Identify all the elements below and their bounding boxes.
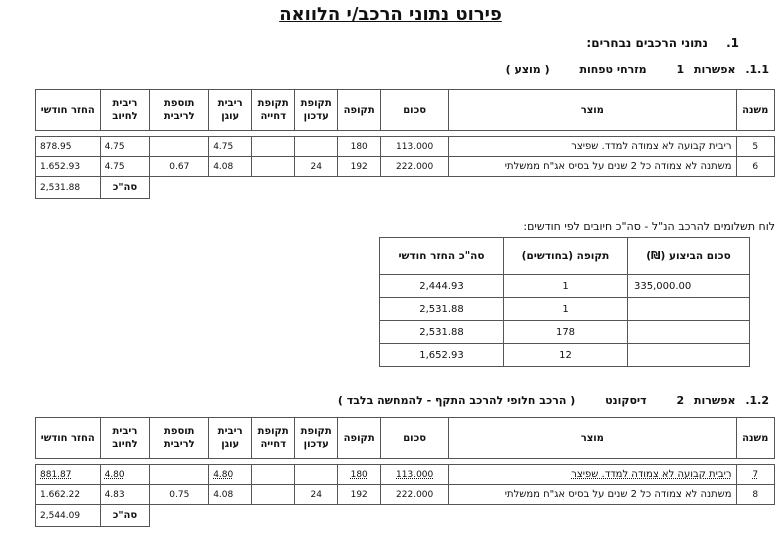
- cell-period: 192: [338, 157, 381, 177]
- cell-period-months: 1: [504, 275, 628, 298]
- col-mashne: משנה: [736, 90, 774, 131]
- cell-total-monthly: 2,531.88: [380, 298, 504, 321]
- option2-note: ( הרכב חלופי להרכב התקף - להמחשה בלבד ): [337, 394, 576, 407]
- cell-execution-amount: [628, 298, 750, 321]
- col-deferral-period: תקופת דחייה: [252, 90, 295, 131]
- cell-execution-amount: [628, 321, 750, 344]
- cell-amount: 222.000: [381, 485, 449, 505]
- option2-bank: דיסקונט: [605, 394, 647, 407]
- section-heading: [586, 36, 739, 50]
- cell-anchor-rate: 4.08: [209, 157, 252, 177]
- cell-charge-rate: 4.75: [100, 157, 150, 177]
- col-total-monthly: סה"כ החזר חודשי: [380, 238, 504, 275]
- option2-total-row: [36, 505, 775, 527]
- option1-heading: [480, 63, 769, 76]
- cell-update-period: [295, 465, 338, 485]
- payments-note: לוח תשלומים להרכב הנ"ל - סה"כ חיובים לפי חודשים:: [523, 220, 775, 233]
- section-number: 1.: [726, 36, 739, 50]
- cell-anchor-rate: 4.80: [209, 465, 252, 485]
- table-row: [380, 321, 750, 344]
- cell-charge-rate: 4.83: [100, 485, 150, 505]
- cell-monthly-return: 878.95: [36, 137, 101, 157]
- option1-note: ( מוצע ): [505, 63, 550, 76]
- cell-update-period: 24: [295, 157, 338, 177]
- table-row: [380, 344, 750, 367]
- cell-deferral-period: [252, 157, 295, 177]
- col-anchor-rate: ריבית עוגן: [209, 418, 252, 459]
- cell-execution-amount: 335,000.00: [628, 275, 750, 298]
- col-period: תקופה: [338, 90, 381, 131]
- cell-update-period: 24: [295, 485, 338, 505]
- cell-total-monthly: 2,531.88: [380, 321, 504, 344]
- option2-header-row: [36, 418, 775, 459]
- cell-anchor-rate: 4.75: [209, 137, 252, 157]
- cell-period-months: 1: [504, 298, 628, 321]
- total-value: 2,544.09: [36, 505, 101, 527]
- option1-bank: מזרחי טפחות: [579, 63, 647, 76]
- col-rate-addition: תוספת לריבית: [150, 418, 209, 459]
- option2-label: אפשרות: [693, 394, 736, 407]
- col-charge-rate: ריבית לחיוב: [100, 90, 150, 131]
- cell-product: ריבית קבועה לא צמודה למדד. שפיצר: [449, 137, 736, 157]
- cell-mashne: 6: [736, 157, 774, 177]
- option2-heading: [312, 394, 769, 407]
- cell-deferral-period: [252, 485, 295, 505]
- cell-period: 192: [338, 485, 381, 505]
- cell-product: משתנה לא צמודה כל 2 שנים על בסיס אג"ח ממשלתי: [449, 485, 736, 505]
- col-deferral-period: תקופת דחייה: [252, 418, 295, 459]
- cell-deferral-period: [252, 137, 295, 157]
- section-title: נתוני הרכבים נבחרים:: [586, 36, 708, 50]
- col-charge-rate: ריבית לחיוב: [100, 418, 150, 459]
- table-row: [380, 298, 750, 321]
- cell-amount: 113.000: [381, 137, 449, 157]
- col-anchor-rate: ריבית עוגן: [209, 90, 252, 131]
- cell-charge-rate: 4.75: [100, 137, 150, 157]
- cell-amount: 222.000: [381, 157, 449, 177]
- cell-period-months: 178: [504, 321, 628, 344]
- option1-total-row: [36, 177, 775, 199]
- cell-product: ריבית קבועה לא צמודה למדד. שפיצר: [449, 465, 736, 485]
- cell-mashne: 5: [736, 137, 774, 157]
- cell-update-period: [295, 137, 338, 157]
- cell-amount: 113.000: [381, 465, 449, 485]
- col-product: מוצר: [449, 90, 736, 131]
- col-rate-addition: תוספת לריבית: [150, 90, 209, 131]
- cell-charge-rate: 4.80: [100, 465, 150, 485]
- col-period-months: תקופה (בחודשים): [504, 238, 628, 275]
- cell-period: 180: [338, 137, 381, 157]
- option1-table: [35, 89, 775, 199]
- page-title: פירוט נתוני הרכב/י הלוואה: [279, 4, 502, 25]
- cell-monthly-return: 1.652.93: [36, 157, 101, 177]
- cell-product: משתנה לא צמודה כל 2 שנים על בסיס אג"ח ממשלתי: [449, 157, 736, 177]
- total-value: 2,531.88: [36, 177, 101, 199]
- col-execution-amount: סכום הביצוע (₪): [628, 238, 750, 275]
- table-row: [36, 157, 775, 177]
- col-amount: סכום: [381, 418, 449, 459]
- table-row: [36, 465, 775, 485]
- cell-total-monthly: 1,652.93: [380, 344, 504, 367]
- cell-rate-addition: [150, 137, 209, 157]
- col-amount: סכום: [381, 90, 449, 131]
- cell-monthly-return: 881.87: [36, 465, 101, 485]
- cell-period: 180: [338, 465, 381, 485]
- option2-number: 1.2.: [745, 394, 769, 407]
- cell-period-months: 12: [504, 344, 628, 367]
- table-row: [36, 485, 775, 505]
- cell-rate-addition: 0.75: [150, 485, 209, 505]
- cell-total-monthly: 2,444.93: [380, 275, 504, 298]
- cell-execution-amount: [628, 344, 750, 367]
- option1-header-row: [36, 90, 775, 131]
- col-update-period: תקופת עדכון: [295, 90, 338, 131]
- total-label: סה"כ: [100, 505, 150, 527]
- option2-table: [35, 417, 775, 527]
- option2-index: 2: [676, 394, 685, 407]
- option1-number: 1.1.: [745, 63, 769, 76]
- table-row: [36, 137, 775, 157]
- col-product: מוצר: [449, 418, 736, 459]
- col-mashne: משנה: [736, 418, 774, 459]
- table-row: [380, 275, 750, 298]
- cell-anchor-rate: 4.08: [209, 485, 252, 505]
- total-label: סה"כ: [100, 177, 150, 199]
- cell-mashne: 7: [736, 465, 774, 485]
- col-period: תקופה: [338, 418, 381, 459]
- option1-label: אפשרות: [693, 63, 736, 76]
- cell-rate-addition: 0.67: [150, 157, 209, 177]
- col-monthly-return: החזר חודשי: [36, 90, 101, 131]
- cell-deferral-period: [252, 465, 295, 485]
- cell-mashne: 8: [736, 485, 774, 505]
- cell-rate-addition: [150, 465, 209, 485]
- option1-index: 1: [676, 63, 685, 76]
- col-monthly-return: החזר חודשי: [36, 418, 101, 459]
- payments-header-row: [380, 238, 750, 275]
- payments-table: [379, 237, 750, 367]
- cell-monthly-return: 1.662.22: [36, 485, 101, 505]
- col-update-period: תקופת עדכון: [295, 418, 338, 459]
